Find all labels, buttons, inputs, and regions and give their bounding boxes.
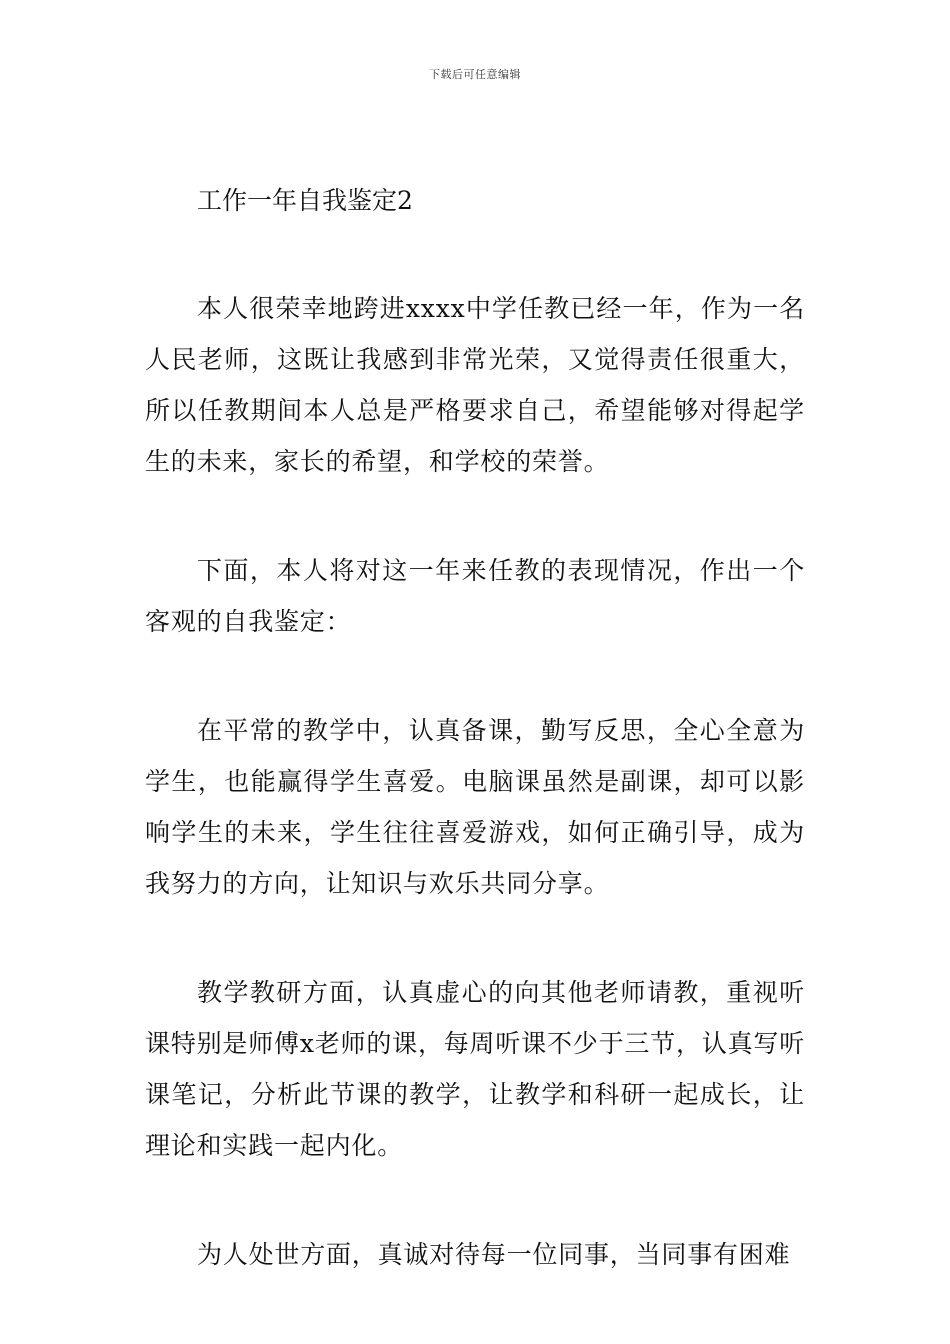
paragraph-overview: 下面，本人将对这一年来任教的表现情况，作出一个客观的自我鉴定：	[145, 556, 805, 636]
document-title: 工作一年自我鉴定2	[197, 186, 413, 215]
paragraph-research: 教学教研方面，认真虚心的向其他老师请教，重视听课特别是师傅x老师的课，每周听课不少于三节，认真写听课笔记，分析此节课的教学，让教学和科研一起成长，让理论和实践一起内化。	[145, 978, 805, 1160]
document-body	[145, 178, 805, 1338]
paragraph-intro: 本人很荣幸地跨进xxxx中学任教已经一年，作为一名人民老师，这既让我感到非常光荣，又觉得责任很重大，所以任教期间本人总是严格要求自己，希望能够对得起学生的未来，家长的希望，和学校的荣誉。	[145, 294, 805, 476]
header-note: 下载后可任意编辑	[429, 68, 521, 81]
paragraph-conduct: 为人处世方面，真诚对待每一位同事，当同事有困难	[197, 1240, 791, 1269]
paragraph-teaching: 在平常的教学中，认真备课，勤写反思，全心全意为学生，也能赢得学生喜爱。电脑课虽然是副课，却可以影响学生的未来，学生往往喜爱游戏，如何正确引导，成为我努力的方向，让知识与欢乐共同分享。	[145, 716, 805, 898]
